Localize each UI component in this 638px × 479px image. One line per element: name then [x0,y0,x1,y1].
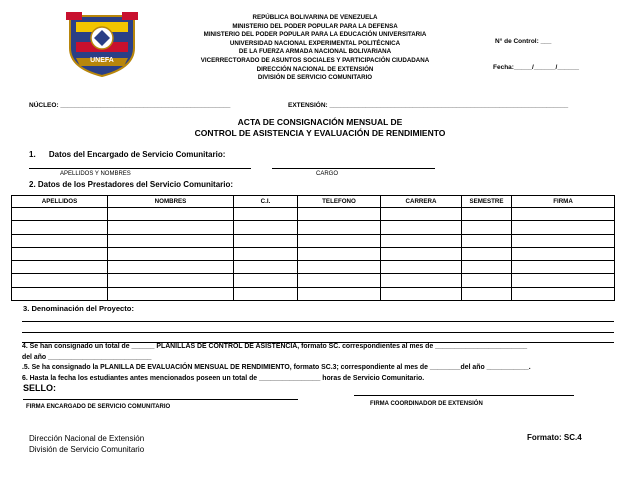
section3-heading: 3. Denominación del Proyecto: [23,304,134,313]
column-header-firma: FIRMA [512,196,615,208]
logo-text: UNEFA [90,57,114,64]
column-header-ci: C.I. [234,196,298,208]
section4-line-1: 4. Se han consignado un total de ______ PLANILLAS DE CONTROL DE ASISTENCIA, formato SC. correspondientes al mes de ________________________ [22,343,528,350]
title-line-1: ACTA DE CONSIGNACIÓN MENSUAL DE [237,117,403,127]
prestadores-table [11,195,615,301]
document-title [150,117,490,139]
control-number-field[interactable]: N° de Control: ___ [495,38,552,45]
column-header-telefono: TELEFONO [298,196,381,208]
section6-line: 6. Hasta la fecha los estudiantes antes mencionados poseen un total de ________________ horas de Servicio Comunitario. [22,374,425,382]
table-header-row [12,196,615,208]
proyecto-line-2[interactable] [22,332,614,333]
section5-line: .5. Se ha consignado la PLANILLA DE EVALUACIÓN MENSUAL DE RENDIMIENTO, formato SC.3; correspondiente al mes de ________del año ___________. [22,364,531,371]
firma-encargado-caption: FIRMA ENCARGADO DE SERVICIO COMUNITARIO [26,404,171,410]
table-row[interactable] [12,287,615,300]
footer-line-1: Dirección Nacional de Extensión [29,434,145,443]
fecha-field[interactable]: Fecha:_____/______/______ [493,64,580,71]
university-logo [62,8,142,78]
sello-label: SELLO: [23,383,56,393]
formato-label: Formato: SC.4 [527,433,582,442]
header-line: DIRECCIÓN NACIONAL DE EXTENSIÓN [256,65,374,73]
footer-left [29,433,144,455]
encargado-cargo-line[interactable] [272,168,435,169]
proyecto-line-1[interactable] [22,321,614,322]
section4-line-2: del año ___________________________ [22,353,152,361]
section1-number: 1. [29,150,36,159]
column-header-carrera: CARRERA [381,196,462,208]
section2-heading: 2. Datos de los Prestadores del Servicio Comunitario: [29,180,234,189]
table-row[interactable] [12,234,615,247]
encargado-name-line[interactable] [29,168,251,169]
column-header-apellidos: APELLIDOS [12,196,108,208]
header-line: REPÚBLICA BOLIVARINA DE VENEZUELA [252,14,378,21]
cargo-caption: CARGO [316,171,339,177]
apellidos-nombres-caption: APELLIDOS Y NOMBRES [60,171,131,177]
firma-coordinador-caption: FIRMA COORDINADOR DE EXTENSIÓN [370,401,483,407]
title-line-2: CONTROL DE ASISTENCIA Y EVALUACIÓN DE RENDIMIENTO [194,128,446,138]
section4-text [22,342,622,384]
header-line: MINISTERIO DEL PODER POPULAR PARA LA DEFENSA [232,22,398,30]
column-header-nombres: NOMBRES [108,196,234,208]
extension-field[interactable]: EXTENSIÓN: __________________________________________________________________ [288,102,569,109]
header-line: VICERRECTORADO DE ASUNTOS SOCIALES Y PARTICIPACIÓN CIUDADANA [200,56,430,64]
header-line: DE LA FUERZA ARMADA NACIONAL BOLIVARIANA [238,48,392,56]
table-row[interactable] [12,208,615,221]
header-line: MINISTERIO DEL PODER POPULAR PARA LA EDUCACIÓN UNIVERSITARIA [203,31,427,39]
nucleo-field[interactable]: NÚCLEO: _______________________________________________ [29,102,231,109]
firma-coordinador-line[interactable] [354,395,574,396]
firma-encargado-line[interactable] [23,399,298,400]
section1-heading [29,150,225,159]
footer-line-2: División de Servicio Comunitario [29,445,145,454]
table-row[interactable] [12,274,615,287]
header-line: DIVISIÓN DE SERVICIO COMUNITARIO [257,74,373,82]
header-line: UNIVERSIDAD NACIONAL EXPERIMENTAL POLITÉCNICA [229,39,401,47]
table-row[interactable] [12,221,615,234]
table-row[interactable] [12,247,615,260]
section1-label: Datos del Encargado de Servicio Comunitario: [48,150,226,159]
table-row[interactable] [12,261,615,274]
header-block [160,14,470,83]
column-header-semestre: SEMESTRE [462,196,512,208]
